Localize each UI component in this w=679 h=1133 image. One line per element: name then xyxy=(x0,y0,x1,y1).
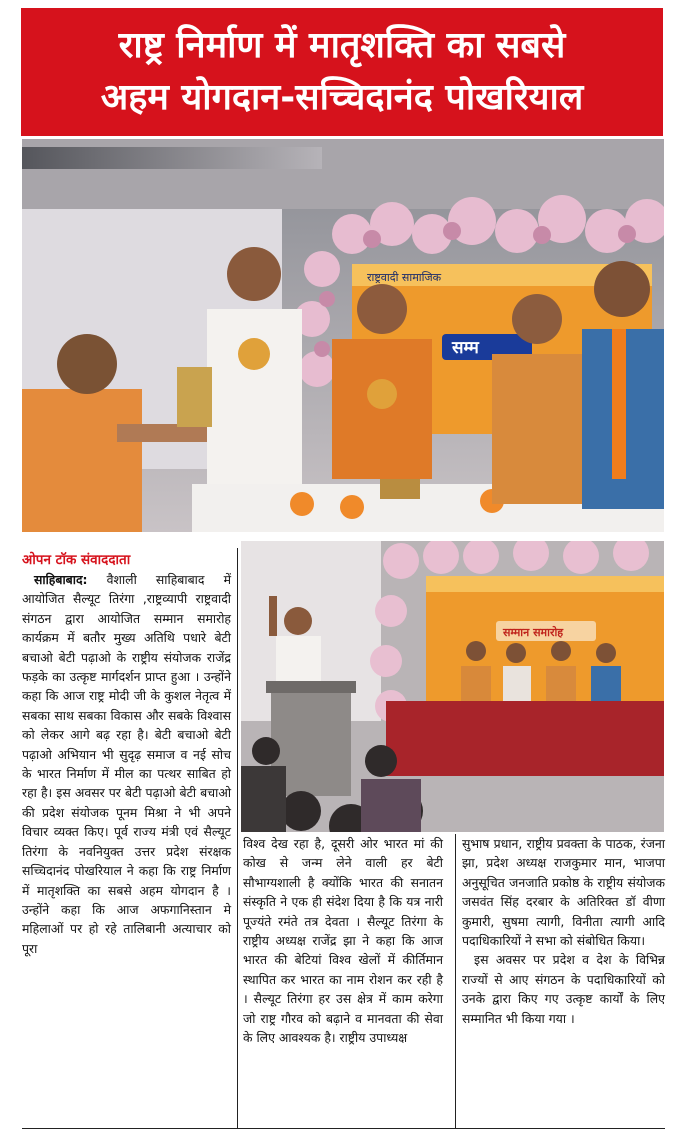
column-rule-2 xyxy=(455,834,456,1128)
article-text-col3-p2: इस अवसर पर प्रदेश व देश के विभिन्न राज्यों से आए संगठन के पदाधिकारियों को उनके द्वारा किए गए उत्कृष्ट कार्यों के लिए सम्मानित भी किया गया । xyxy=(462,952,665,1026)
dateline: साहिबाबाद: xyxy=(34,572,88,587)
article-text-col3-p1: सुभाष प्रधान, राष्ट्रीय प्रवक्ता के पाठक, रंजना झा, प्रदेश अध्यक्ष राजकुमार मान, भाजपा अनुसूचित जनजाति प्रकोष्ठ के राष्ट्रीय संयोजक जसवंत सिंह दरबार के अतिरिक्त डॉ वीणा कुमारी, सुषमा त्यागी, विनीता त्यागी आदि पदाधिकारियों ने सभा को संबोधित किया। xyxy=(462,836,665,949)
article-column-1 xyxy=(22,551,231,958)
bottom-rule xyxy=(22,1128,665,1129)
article-text-col2: विश्व देख रहा है, दूसरी ओर भारत मां की कोख से जन्म लेने वाली हर बेटी सौभाग्यशाली है क्योंकि भारत की सनातन संस्कृति ने एक ही संदेश दिया है कि यत्र नारी पूज्यंते रमंते तत्र देवता । सैल्यूट तिरंगा के राष्ट्रीय अध्यक्ष राजेंद्र झा ने कहा कि आज भारत की बेटियां विश्व खेलों में कीर्तिमान स्थापित कर भारत का नाम रोशन कर रही है । सैल्यूट तिरंगा हर उस क्षेत्र में काम करेगा जो राष्ट्र गौरव को बढ़ाने व मानवता की सेवा के लिए आवश्यक है। राष्ट्रीय उपाध्यक्ष xyxy=(243,836,443,1046)
article-column-3 xyxy=(462,834,665,1028)
article-text-col1: वैशाली साहिबाबाद में आयोजित सैल्यूट तिरंगा ,राष्ट्रव्यापी राष्ट्रवादी संगठन द्वारा आयोजित सम्मान समारोह कार्यक्रम में बतौर मुख्य अतिथि पधारे बेटी बचाओ बेटी पढ़ाओ के राष्ट्रीय संयोजक राजेंद्र फड़के का उत्कृष्ट मार्गदर्शन प्राप्त हुआ । उन्होंने कहा कि आज राष्ट्र मोदी जी के कुशल नेतृत्व में सबका साथ सबका विकास और सबके विश्वास को लेकर आगे बढ़ रहा है। बेटी बचाओ बेटी पढ़ाओ अभियान भी सुदृढ़ समाज व नई सोच के भारत निर्माण में मील का पत्थर साबित हो रहा है। इस अवसर पर बेटी पढ़ाओ बेटी बचाओ की प्रदेश संयोजक पूनम मिश्रा ने भी अपने विचार व्यक्त किए। पूर्व राज्य मंत्री एवं सैल्यूट तिरंगा के नवनियुक्त उत्तर प्रदेश संरक्षक सच्चिदानंद पोखरियाल ने कहा कि राष्ट्र निर्माण में मातृशक्ति का सबसे अहम योगदान है । उन्होंने कहा कि आज अफगानिस्तान मे महिलाओं पर हो रहे तालिबानी अत्याचार को पूरा xyxy=(22,572,231,956)
article-paragraph-1 xyxy=(22,570,231,958)
main-event-photo xyxy=(22,139,664,532)
article-column-2 xyxy=(243,834,443,1047)
banner-text-1: राष्ट्रवादी सामाजिक xyxy=(367,271,442,284)
banner-text-3: सम्मान समारोह xyxy=(503,626,564,639)
speaker-photo xyxy=(241,541,664,832)
headline-line-2: अहम योगदान-सच्चिदानंद पोखरियाल xyxy=(100,77,584,118)
byline: ओपन टॉक संवाददाता xyxy=(22,552,131,568)
column-rule-1 xyxy=(237,548,238,1128)
headline-banner xyxy=(21,8,663,136)
headline-line-1: राष्ट्र निर्माण में मातृशक्ति का सबसे xyxy=(118,25,566,66)
banner-text-2: सम्म xyxy=(452,338,479,358)
